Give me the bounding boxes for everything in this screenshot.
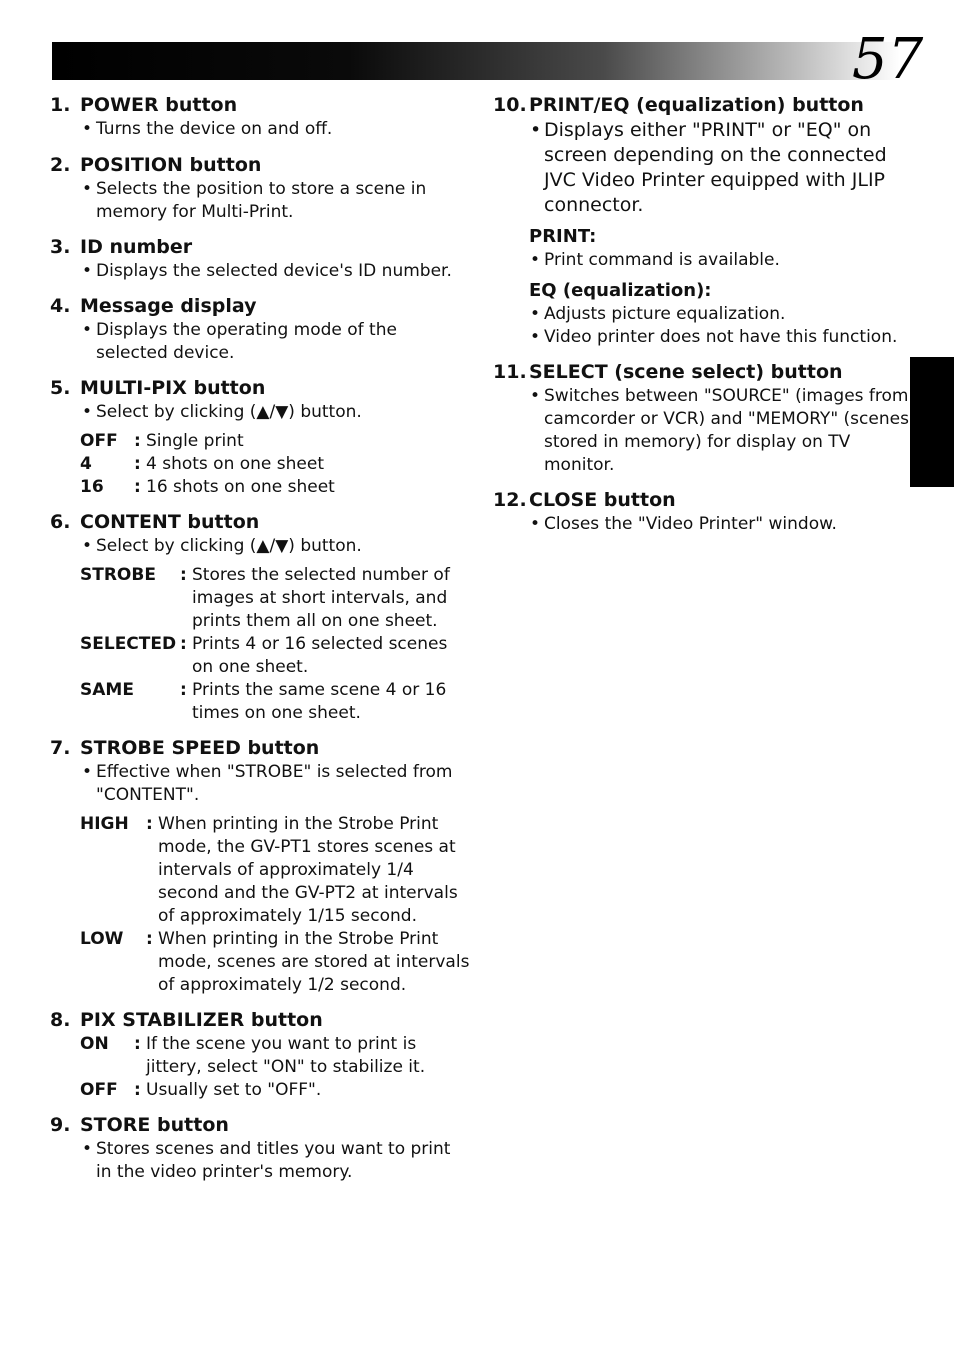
item-content bbox=[50, 509, 470, 725]
bullet-dot: • bbox=[82, 119, 93, 139]
item-number: 12. bbox=[493, 489, 527, 511]
item-title: CLOSE button bbox=[529, 489, 676, 511]
item-number: 9. bbox=[50, 1114, 71, 1136]
bullet-dot: • bbox=[530, 250, 541, 270]
bullet: • Stores scenes and titles you want to print in the video printer's memory. bbox=[82, 1139, 451, 1182]
item-close bbox=[493, 487, 913, 536]
bullet: • Selects the position to store a scene in memory for Multi-Print. bbox=[82, 179, 427, 222]
item-number: 6. bbox=[50, 511, 71, 533]
bullet-dot: • bbox=[82, 762, 93, 782]
item-title: SELECT (scene select) button bbox=[529, 361, 843, 383]
bullet: • Displays the selected device's ID number. bbox=[82, 261, 452, 281]
item-message-display bbox=[50, 293, 470, 365]
item-title: MULTI-PIX button bbox=[80, 377, 266, 399]
bullet: • Effective when "STROBE" is selected from "CONTENT". bbox=[82, 762, 453, 805]
left-column bbox=[50, 92, 470, 1194]
item-title: STROBE SPEED button bbox=[80, 737, 320, 759]
print-subheading: PRINT: bbox=[529, 226, 597, 247]
item-number: 1. bbox=[50, 94, 71, 116]
item-store bbox=[50, 1112, 470, 1184]
bullet: • Closes the "Video Printer" window. bbox=[530, 514, 837, 534]
item-number: 2. bbox=[50, 154, 71, 176]
bullet: • Displays the operating mode of the selected device. bbox=[82, 320, 397, 363]
item-number: 7. bbox=[50, 737, 71, 759]
option-row: OFF : Usually set to "OFF". bbox=[80, 1080, 322, 1100]
bullet-dot: • bbox=[82, 320, 93, 340]
option-row: SELECTED : Prints 4 or 16 selected scenes on one sheet. bbox=[80, 634, 448, 677]
option-list bbox=[50, 430, 470, 499]
item-position bbox=[50, 152, 470, 224]
item-print-eq bbox=[493, 92, 913, 349]
bullet-dot: • bbox=[82, 179, 93, 199]
item-title: PRINT/EQ (equalization) button bbox=[529, 94, 864, 116]
option-row: STROBE : Stores the selected number of images at short intervals, and prints them all on one sheet. bbox=[80, 565, 450, 631]
item-title: ID number bbox=[80, 236, 193, 258]
item-pix-stabilizer bbox=[50, 1007, 470, 1102]
bullet: • Adjusts picture equalization. bbox=[530, 304, 786, 324]
item-number: 11. bbox=[493, 361, 527, 383]
item-number: 8. bbox=[50, 1009, 71, 1031]
item-select bbox=[493, 359, 913, 477]
item-multi-pix bbox=[50, 375, 470, 499]
bullet-dot: • bbox=[82, 402, 93, 422]
bullet-dot: • bbox=[530, 327, 541, 347]
bullet-dot: • bbox=[530, 386, 541, 406]
option-list bbox=[50, 1033, 470, 1102]
option-row: HIGH : When printing in the Strobe Print mode, the GV-PT1 stores scenes at intervals of approximately 1/4 second and the GV-PT2 at intervals of approximately 1/15 second. bbox=[80, 814, 458, 926]
section-tab bbox=[910, 357, 954, 487]
bullet: • Print command is available. bbox=[530, 250, 780, 270]
bullet-dot: • bbox=[530, 514, 541, 534]
item-number: 5. bbox=[50, 377, 71, 399]
option-row: LOW : When printing in the Strobe Print mode, scenes are stored at intervals of approximately 1/2 second. bbox=[80, 929, 470, 995]
option-row: 4 : 4 shots on one sheet bbox=[80, 454, 325, 474]
eq-subheading: EQ (equalization): bbox=[529, 280, 712, 301]
header-bar bbox=[52, 42, 900, 80]
right-column bbox=[493, 92, 913, 546]
item-strobe-speed bbox=[50, 735, 470, 997]
bullet-dot: • bbox=[530, 119, 542, 141]
option-list bbox=[50, 813, 470, 997]
bullet: • Video printer does not have this function. bbox=[530, 327, 898, 347]
item-title: POSITION button bbox=[80, 154, 262, 176]
option-row: ON : If the scene you want to print is jittery, select "ON" to stabilize it. bbox=[80, 1034, 426, 1077]
bullet: • Turns the device on and off. bbox=[82, 119, 333, 139]
bullet-dot: • bbox=[82, 261, 93, 281]
option-row: 16 : 16 shots on one sheet bbox=[80, 477, 335, 497]
item-number: 4. bbox=[50, 295, 71, 317]
item-number: 3. bbox=[50, 236, 71, 258]
item-power bbox=[50, 92, 470, 141]
bullet: • Displays either "PRINT" or "EQ" on screen depending on the connected JVC Video Printer equipped with JLIP connector. bbox=[530, 119, 887, 216]
bullet: • Switches between "SOURCE" (images from camcorder or VCR) and "MEMORY" (scenes stored in memory) for display on TV monitor. bbox=[530, 386, 909, 475]
item-title: CONTENT button bbox=[80, 511, 260, 533]
page-number: 57 bbox=[852, 27, 924, 92]
item-title: Message display bbox=[80, 295, 257, 317]
item-title: STORE button bbox=[80, 1114, 229, 1136]
option-list bbox=[50, 564, 470, 725]
item-title: POWER button bbox=[80, 94, 238, 116]
option-row: SAME : Prints the same scene 4 or 16 times on one sheet. bbox=[80, 680, 447, 723]
item-title: PIX STABILIZER button bbox=[80, 1009, 323, 1031]
bullet: • Select by clicking (▲/▼) button. bbox=[82, 536, 362, 556]
item-number: 10. bbox=[493, 94, 527, 116]
item-id-number bbox=[50, 234, 470, 283]
bullet-dot: • bbox=[82, 536, 93, 556]
bullet-dot: • bbox=[530, 304, 541, 324]
bullet: • Select by clicking (▲/▼) button. bbox=[82, 402, 362, 422]
bullet-dot: • bbox=[82, 1139, 93, 1159]
option-row: OFF : Single print bbox=[80, 431, 244, 451]
